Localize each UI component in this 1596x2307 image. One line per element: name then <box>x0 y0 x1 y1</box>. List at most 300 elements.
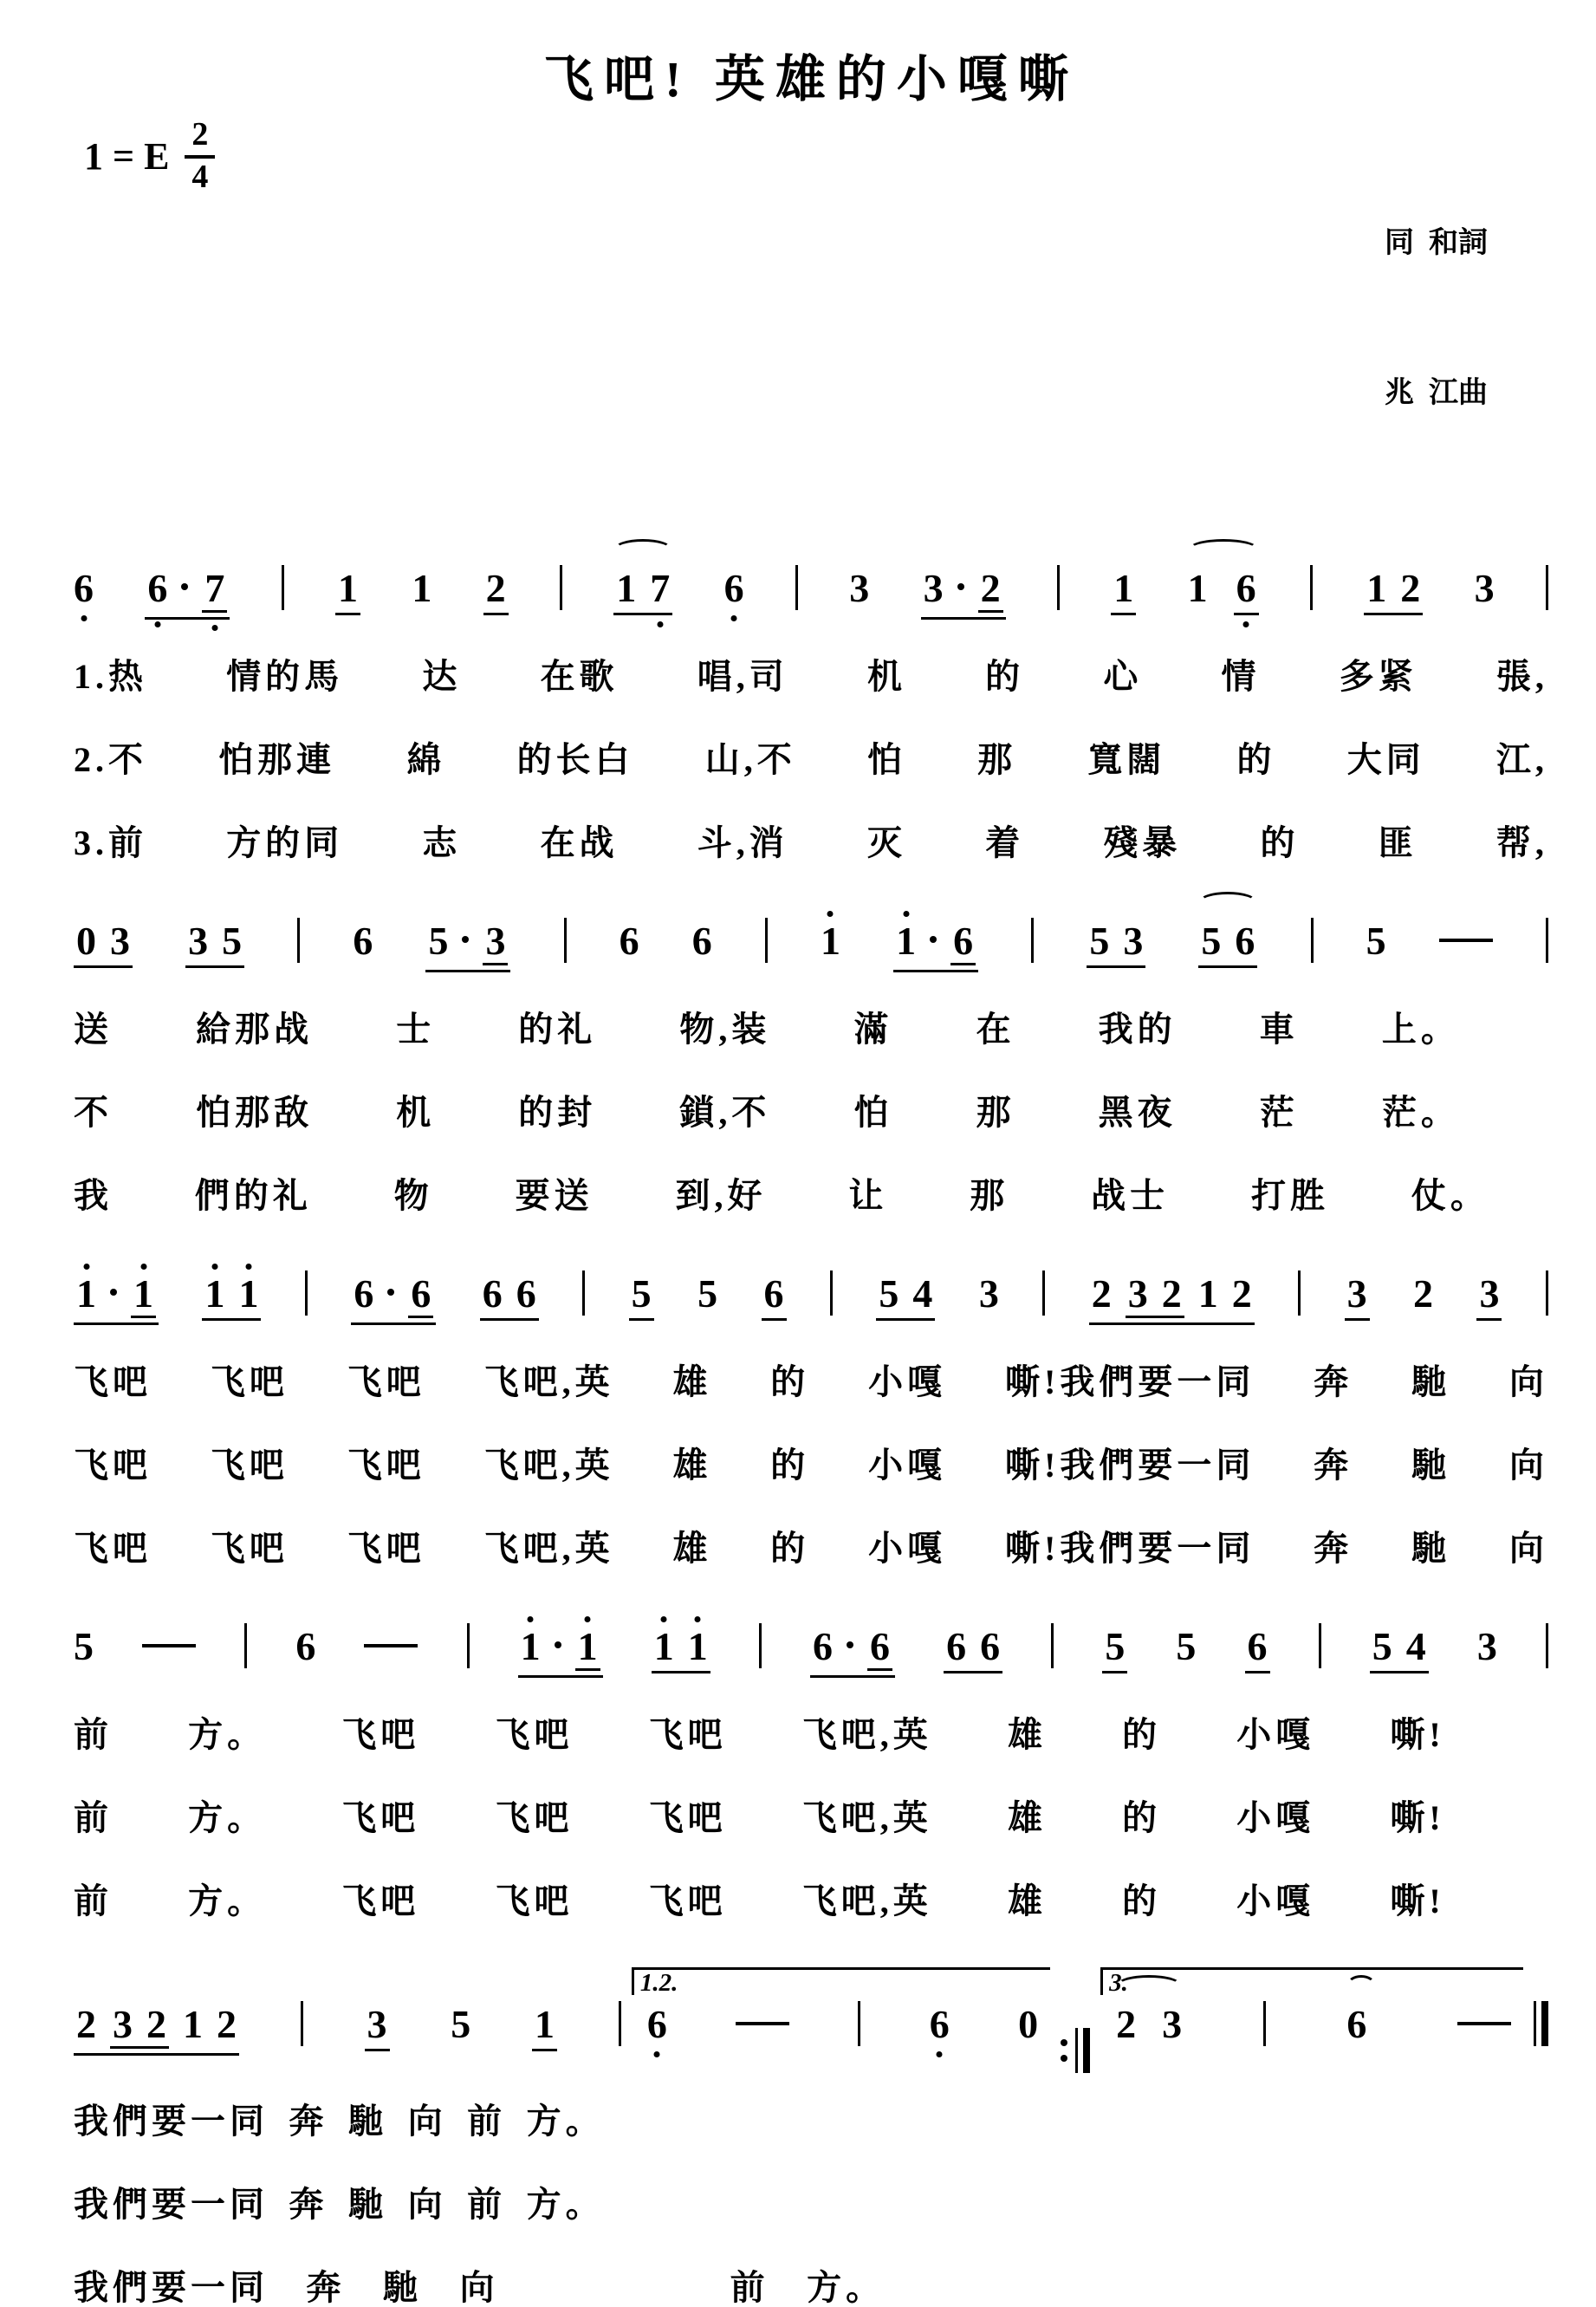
beam-group <box>1198 921 1257 968</box>
note <box>1366 919 1386 964</box>
lyric-text: 怕那連 <box>218 740 336 780</box>
note-number: 3 <box>113 2002 133 2047</box>
lyric-text: 滿 <box>853 1010 893 1050</box>
duration-dash <box>364 1644 418 1647</box>
low-octave-dot <box>937 2051 943 2057</box>
music-line-5 <box>74 1967 1548 2064</box>
beam-group <box>74 2002 239 2056</box>
lyric-text: 要送 <box>515 1176 594 1216</box>
note <box>923 566 944 611</box>
lyric-text: 飞吧 <box>74 1362 152 1402</box>
note <box>763 1271 784 1316</box>
lyrics-row-1-1 <box>74 657 1548 697</box>
lyric-text: 战士 <box>1091 1176 1170 1216</box>
note <box>946 1624 967 1669</box>
lyric-text: 給那战 <box>196 1010 314 1050</box>
note <box>146 2002 166 2047</box>
dotted-note-dot <box>462 936 469 943</box>
note <box>217 2002 237 2047</box>
barline <box>560 565 562 610</box>
note <box>411 1271 431 1316</box>
note-number: 1 <box>577 1624 598 1669</box>
note <box>1091 1271 1112 1316</box>
barline <box>1051 1623 1054 1668</box>
lyric-text: 的 <box>1122 1881 1162 1921</box>
beam-group <box>1476 1271 1502 1321</box>
lyric-text: 嘶!我們要一同 <box>1005 1362 1255 1402</box>
beam-group <box>480 1271 539 1321</box>
note-number: 1 <box>1113 566 1134 611</box>
lyric-text: 我們要一同 <box>74 2102 269 2141</box>
note <box>1018 2002 1039 2047</box>
note-number: 5 <box>428 919 449 964</box>
lyrics-row-2-3 <box>74 1176 1489 1216</box>
note-number: 6 <box>646 2002 667 2047</box>
duration-dash <box>736 2022 789 2025</box>
lyric-text: 嘶! <box>1390 1715 1445 1755</box>
slur-group <box>613 566 672 615</box>
beam-group <box>652 1624 710 1673</box>
note-number: 2 <box>485 566 506 611</box>
beam-group <box>1370 1624 1429 1673</box>
meter-upper: 2 <box>185 118 215 159</box>
lyric-text: 黑夜 <box>1098 1093 1177 1133</box>
lyric-text: 3.前 <box>74 823 147 863</box>
lyric-text: 方。 <box>188 1881 267 1921</box>
beam-group <box>1234 566 1259 615</box>
volta-label: 3. <box>1109 1969 1128 1998</box>
duration-dash <box>1457 2022 1511 2025</box>
lyric-text: 飞吧 <box>210 1446 289 1485</box>
lyric-text: 送 <box>74 1010 113 1050</box>
note <box>113 2002 133 2047</box>
high-octave-dot <box>903 911 909 917</box>
note-number: 0 <box>76 919 96 964</box>
note <box>616 566 637 611</box>
lyric-text: 馳 <box>348 2102 388 2141</box>
high-octave-dot <box>528 1616 534 1622</box>
note-number: 1 <box>204 1271 225 1316</box>
note-number: 5 <box>451 2002 471 2047</box>
volta-bracket <box>1100 1967 1523 2047</box>
lyric-text: 多紧 <box>1339 657 1418 697</box>
note-number: 3 <box>1346 1271 1367 1316</box>
beam-group <box>131 1271 156 1318</box>
note-number: 2 <box>146 2002 166 2047</box>
note-number: 3 <box>978 1271 999 1316</box>
note <box>631 1271 652 1316</box>
high-octave-dot <box>827 911 834 917</box>
lyric-text: 飞吧 <box>210 1362 289 1402</box>
note-number: 6 <box>1247 1624 1268 1669</box>
note <box>76 2002 96 2047</box>
barline <box>759 1623 762 1668</box>
note <box>238 1271 259 1316</box>
lyric-text: 飞吧 <box>210 1529 289 1569</box>
note <box>76 1271 96 1316</box>
note <box>812 1624 833 1669</box>
lyrics-row-2-1 <box>74 1010 1460 1050</box>
slur-group <box>1346 2002 1376 2047</box>
note <box>222 919 243 964</box>
note <box>1405 1624 1426 1669</box>
note <box>619 919 639 964</box>
beam-group <box>408 1271 433 1318</box>
barline <box>582 1270 585 1316</box>
beam-group <box>202 566 227 613</box>
barline <box>1042 1270 1045 1316</box>
note-number: 6 <box>1235 919 1255 964</box>
note-number: 1 <box>337 566 358 611</box>
lyric-text: 1.热 <box>74 657 147 697</box>
note <box>516 1271 536 1316</box>
beam-group <box>867 1624 892 1671</box>
lyric-text: 我們要一同 <box>74 2185 269 2225</box>
lyric-text: 殘暴 <box>1103 823 1182 863</box>
dotted-note-dot <box>110 1289 117 1296</box>
lyric-text: 飞吧 <box>347 1529 425 1569</box>
note-number: 1 <box>653 1624 674 1669</box>
note <box>188 919 209 964</box>
lyric-text: 寬闊 <box>1087 740 1166 780</box>
volta-bracket <box>632 1967 1050 2047</box>
lyric-text: 奔 <box>289 2185 328 2225</box>
beam-group <box>425 921 510 972</box>
note <box>76 919 96 964</box>
note <box>1187 566 1208 611</box>
lyric-text: 方。 <box>188 1715 267 1755</box>
note-number: 6 <box>411 1271 431 1316</box>
lyric-text: 飞吧,英 <box>801 1715 932 1755</box>
lyric-text: 向 <box>407 2185 447 2225</box>
lyric-text: 雄 <box>1007 1881 1047 1921</box>
beam-group <box>1245 1624 1270 1673</box>
note-number: 4 <box>912 1271 933 1316</box>
barline <box>244 1623 247 1668</box>
lyric-text: 的 <box>1260 823 1300 863</box>
high-octave-dot <box>211 1264 217 1270</box>
beam-group <box>185 921 244 968</box>
lyrics-row-1-2 <box>74 740 1548 780</box>
note-number: 1 <box>76 1271 96 1316</box>
repeat-dots <box>1061 2028 1067 2073</box>
lyric-text: 方。 <box>526 2185 605 2225</box>
note-number: 1 <box>687 1624 708 1669</box>
beam-group <box>978 566 1003 613</box>
lyric-text: 飞吧 <box>648 1798 727 1838</box>
beam-group <box>1087 921 1145 968</box>
note <box>929 2002 950 2047</box>
note <box>1089 919 1110 964</box>
note <box>412 566 432 611</box>
note-number: 6 <box>763 1271 784 1316</box>
note <box>1247 1624 1268 1669</box>
note <box>451 2002 471 2047</box>
note-number: 3 <box>1162 2002 1183 2047</box>
note <box>337 566 358 611</box>
note-number: 2 <box>1231 1271 1252 1316</box>
note <box>1113 566 1134 611</box>
note <box>1162 2002 1183 2047</box>
note-number: 5 <box>697 1271 718 1316</box>
lyric-text: 的 <box>770 1446 810 1485</box>
music-line-2 <box>74 909 1548 972</box>
note-number: 5 <box>222 919 243 964</box>
note <box>577 1624 598 1669</box>
lyrics-row-4-3 <box>74 1881 1445 1921</box>
lyric-text: 我 <box>74 1176 113 1216</box>
beam-group <box>950 921 976 965</box>
lyrics-row-4-1 <box>74 1715 1445 1755</box>
lyric-text: 的 <box>1122 1715 1162 1755</box>
dotted-note-dot <box>847 1641 853 1648</box>
barline <box>1311 918 1314 963</box>
note-number: 1 <box>520 1624 541 1669</box>
low-octave-dot <box>731 615 737 621</box>
lyric-text: 飞吧,英 <box>483 1446 614 1485</box>
note <box>74 566 94 611</box>
note <box>1105 1624 1126 1669</box>
note-number: 1 <box>896 919 917 964</box>
barline <box>467 1623 470 1668</box>
lyric-text: 們的礼 <box>194 1176 312 1216</box>
beam-group <box>575 1624 600 1671</box>
music-line-4 <box>74 1615 1548 1678</box>
note <box>74 1624 94 1669</box>
lyric-text: 馳 <box>1411 1446 1451 1485</box>
note-number: 3 <box>485 919 506 964</box>
slur-group <box>1187 566 1259 615</box>
lyric-text: 飞吧 <box>341 1798 420 1838</box>
lyric-text: 怕 <box>853 1093 893 1133</box>
note-number: 6 <box>1346 2002 1367 2047</box>
beam-group <box>876 1271 935 1321</box>
note-number: 3 <box>1479 1271 1500 1316</box>
lyric-text: 雄 <box>1007 1715 1047 1755</box>
lyric-text: 方的同 <box>226 823 344 863</box>
note <box>295 1624 316 1669</box>
barline <box>297 918 300 963</box>
barline <box>1546 1270 1548 1316</box>
note-number: 1 <box>1187 566 1208 611</box>
lyric-text: 不 <box>74 1093 113 1133</box>
lyric-text: 向 <box>1508 1362 1548 1402</box>
lyric-text: 雄 <box>672 1529 712 1569</box>
lyric-text: 小嘎 <box>1236 1798 1315 1838</box>
note <box>1201 919 1222 964</box>
barline <box>830 1270 833 1316</box>
lyric-text: 方。 <box>188 1798 267 1838</box>
dotted-note-dot <box>555 1641 561 1648</box>
note <box>1123 919 1144 964</box>
low-octave-dot <box>154 621 160 627</box>
note-number: 6 <box>74 566 94 611</box>
beam-group <box>483 921 508 965</box>
lyric-text: 小嘎 <box>868 1446 947 1485</box>
lyric-text: 綿 <box>406 740 446 780</box>
lyric-text: 馳 <box>383 2268 423 2307</box>
duration-dash <box>1439 939 1493 942</box>
lyrics-row-2-2 <box>74 1093 1460 1133</box>
lyric-text: 雄 <box>672 1446 712 1485</box>
note <box>147 566 168 611</box>
note <box>978 1271 999 1316</box>
meter-lower: 4 <box>191 158 209 195</box>
lyric-text: 飞吧,英 <box>801 1798 932 1838</box>
note-number: 6 <box>980 1624 1001 1669</box>
composer-credit: 兆 江曲 <box>1385 376 1488 409</box>
slur-group <box>1198 921 1257 968</box>
barline <box>619 2001 621 2046</box>
note-number: 2 <box>1413 1271 1433 1316</box>
beam-group <box>613 566 672 615</box>
lyric-text: 斗,消 <box>697 823 788 863</box>
lyric-text: 方。 <box>807 2268 886 2307</box>
low-octave-dot <box>81 615 87 621</box>
note-number: 5 <box>74 1624 94 1669</box>
note <box>354 1271 374 1316</box>
note <box>1400 566 1421 611</box>
note-number: 3 <box>1123 919 1144 964</box>
lyric-text: 雄 <box>1007 1798 1047 1838</box>
lyric-text: 飞吧 <box>648 1881 727 1921</box>
lyric-text: 的 <box>985 657 1025 697</box>
lyric-text: 飞吧,英 <box>801 1881 932 1921</box>
barline <box>795 565 798 610</box>
note <box>1476 1624 1497 1669</box>
note-number: 6 <box>1236 566 1256 611</box>
beam-group <box>1126 1271 1184 1318</box>
note-number: 2 <box>1091 1271 1112 1316</box>
note-number: 5 <box>879 1271 899 1316</box>
note <box>1176 1624 1197 1669</box>
lyrics-row-3-3 <box>74 1529 1548 1569</box>
note-number: 3 <box>367 2002 387 2047</box>
high-octave-dot <box>83 1264 89 1270</box>
note <box>1236 566 1256 611</box>
note <box>1346 2002 1367 2047</box>
lyric-text: 在歌 <box>540 657 619 697</box>
lyric-text: 灭 <box>866 823 906 863</box>
lyric-text: 物,装 <box>679 1010 771 1050</box>
beam-group <box>351 1271 436 1325</box>
note <box>367 2002 387 2047</box>
note-number: 5 <box>1372 1624 1392 1669</box>
lyric-text: 大同 <box>1346 740 1425 780</box>
measure-run <box>74 1992 621 2056</box>
lyric-text: 达 <box>422 657 462 697</box>
note-number: 3 <box>110 919 130 964</box>
lyric-text: 的礼 <box>518 1010 597 1050</box>
lyric-text: 那 <box>970 1176 1009 1216</box>
barline <box>1310 565 1313 610</box>
note <box>1127 1271 1148 1316</box>
lyric-text: 帮, <box>1495 823 1548 863</box>
lyric-text: 让 <box>848 1176 888 1216</box>
note <box>697 1271 718 1316</box>
lyric-text: 飞吧,英 <box>483 1529 614 1569</box>
beam-group <box>1345 1271 1370 1321</box>
score-block-2 <box>74 909 1548 1216</box>
beam-group <box>110 2002 169 2049</box>
lyric-text: 在 <box>976 1010 1015 1050</box>
credits <box>1385 118 1488 518</box>
note-number: 1 <box>820 919 840 964</box>
beam-group <box>1089 1271 1255 1325</box>
note-number: 2 <box>1161 1271 1182 1316</box>
note-number: 5 <box>1089 919 1110 964</box>
note-number: 1 <box>183 2002 203 2047</box>
beam-group <box>762 1271 787 1321</box>
beam-group <box>518 1624 603 1678</box>
lyric-text: 江, <box>1495 740 1548 780</box>
beam-group <box>944 1624 1002 1673</box>
note <box>1366 566 1387 611</box>
lyric-text: 那 <box>977 740 1017 780</box>
note-number: 6 <box>929 2002 950 2047</box>
note <box>1346 1271 1367 1316</box>
note <box>204 566 225 611</box>
note-number: 6 <box>354 1271 374 1316</box>
lyric-text: 奔 <box>1314 1362 1353 1402</box>
lyric-text: 的长白 <box>516 740 634 780</box>
key-signature <box>84 118 215 195</box>
lyric-text: 唱,司 <box>697 657 788 697</box>
volta-run <box>646 1992 1039 2047</box>
note-number: 2 <box>1400 566 1421 611</box>
lyric-text: 仗。 <box>1411 1176 1489 1216</box>
note <box>646 2002 667 2047</box>
lyric-text: 我們要一同 <box>74 2268 269 2307</box>
note-number: 5 <box>1201 919 1222 964</box>
score-block-1 <box>74 556 1548 861</box>
page-title: 飞吧! 英雄的小嘎嘶 <box>543 51 1079 107</box>
note <box>520 1624 541 1669</box>
lyric-text: 嘶!我們要一同 <box>1005 1529 1255 1569</box>
lyric-text: 飞吧 <box>341 1715 420 1755</box>
beam-group <box>1102 1624 1127 1673</box>
note <box>980 566 1001 611</box>
barline <box>301 2001 303 2046</box>
lyric-text: 的封 <box>518 1093 597 1133</box>
note-number: 6 <box>482 1271 503 1316</box>
lyric-text: 飞吧 <box>495 1715 574 1755</box>
lyric-text: 張, <box>1495 657 1548 697</box>
low-octave-dot <box>1243 621 1249 627</box>
high-octave-dot <box>695 1616 701 1622</box>
lyric-text: 机 <box>866 657 906 697</box>
note-number: 6 <box>869 1624 890 1669</box>
note <box>820 919 840 964</box>
lyric-text: 車 <box>1259 1010 1299 1050</box>
score <box>74 556 1548 2305</box>
barline <box>1031 918 1034 963</box>
lyric-text: 飞吧 <box>74 1529 152 1569</box>
note-number: 7 <box>204 566 225 611</box>
lyric-text: 前 <box>74 1881 113 1921</box>
lyric-text: 的 <box>1236 740 1276 780</box>
beam-group <box>532 2002 557 2051</box>
time-signature <box>185 118 215 195</box>
note-number: 1 <box>412 566 432 611</box>
note <box>1479 1271 1500 1316</box>
lyric-text: 志 <box>422 823 462 863</box>
lyric-text: 我的 <box>1098 1010 1177 1050</box>
lyric-text: 馳 <box>348 2185 388 2225</box>
lyrics-row-3-1 <box>74 1362 1548 1402</box>
beam-group <box>74 921 133 968</box>
lyric-text: 嘶! <box>1390 1881 1445 1921</box>
